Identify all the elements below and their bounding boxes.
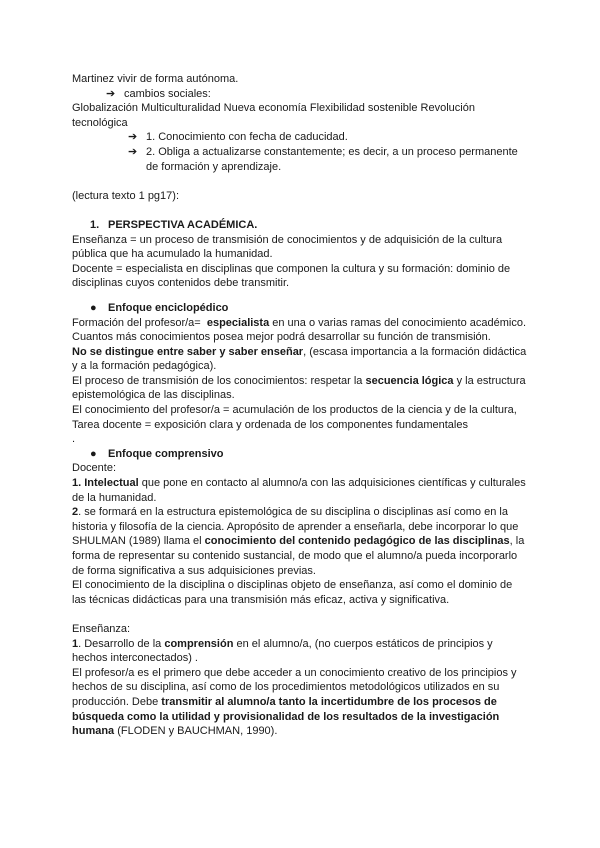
- paragraph: Formación del profesor/a= especialista en una o varias ramas del conocimiento académico. Cuantos más conocimientos posea mejor podrá desarrollar su función de transmisión.: [72, 316, 527, 344]
- section-number: 1.: [90, 218, 100, 231]
- docente-label: Docente:: [72, 462, 117, 475]
- cambios-sociales-label: cambios sociales:: [124, 87, 211, 100]
- arrow-right-icon: ➔: [128, 145, 138, 158]
- subheading-enciclopedico: [72, 301, 528, 316]
- ensenanza-label: Enseñanza:: [72, 622, 131, 635]
- paragraph: El conocimiento del profesor/a = acumulación de los productos de la ciencia y de la cultura,: [72, 404, 517, 417]
- intro-list-item: [72, 145, 528, 174]
- arrow-right-icon: ➔: [128, 131, 138, 144]
- section-title: PERSPECTIVA ACADÉMICA.: [108, 218, 258, 231]
- paragraph: 1. Desarrollo de la comprensión en el alumno/a, (no cuerpos estáticos de principios y hechos interconectados) .: [72, 637, 493, 665]
- paragraph: No se distingue entre saber y saber enseñar, (escasa importancia a la formación didáctica y a la formación pedagógica).: [72, 345, 527, 373]
- lectura-note: (lectura texto 1 pg17):: [72, 189, 180, 202]
- intro-list-item-text: 1. Conocimiento con fecha de caducidad.: [146, 131, 348, 144]
- intro-list-item: [72, 130, 528, 145]
- subheading-comprensivo: [72, 447, 528, 462]
- paragraph: 2. se formará en la estructura epistemológica de su disciplina o disciplinas así como en la historia y filosofía de la ciencia. Apropósito de aprender a enseñarla, debe incorporar lo que SHULMAN (1989) llama el conocimiento del contenido pedagógico de las disciplinas, la forma de representar su contenido sustancial, de modo que el alumno/a pueda incorporarlo de forma significativa a sus adquisiciones previas.: [72, 506, 525, 577]
- subheading-title: Enfoque comprensivo: [108, 447, 224, 460]
- section-heading: [72, 218, 528, 233]
- paragraph: .: [72, 433, 76, 446]
- intro-list-item-text: 2. Obliga a actualizarse constantemente; es decir, a un proceso permanente de formación y aprendizaje.: [146, 145, 518, 173]
- arrow-right-icon: ➔: [106, 87, 116, 100]
- paragraph: Tarea docente = exposición clara y ordenada de los componentes fundamentales: [72, 418, 468, 431]
- bullet-icon: ●: [90, 301, 97, 314]
- paragraph: El conocimiento de la disciplina o disciplinas objeto de enseñanza, así como el dominio de las técnicas didácticas para una transmisión más eficaz, activa y significativa.: [72, 579, 513, 606]
- subheading-title: Enfoque enciclopédico: [108, 301, 229, 314]
- paragraph: El proceso de transmisión de los conocimientos: respetar la secuencia lógica y la estructura epistemológica de las disciplinas.: [72, 374, 526, 402]
- cambios-sociales-item: [72, 87, 528, 102]
- paragraph: 1. Intelectual que pone en contacto al alumno/a con las adquisiciones científicas y culturales de la humanidad.: [72, 477, 526, 504]
- docente-definition: Docente = especialista en disciplinas que componen la cultura y su formación: dominio de disciplinas cuyos contenidos debe transmitir.: [72, 262, 511, 290]
- paragraph: El profesor/a es el primero que debe acceder a un conocimiento creativo de los principios y hechos de su disciplina, así como de los procedimientos metodológicos utilizados en su producción. Debe transmitir al alumno/a tanto la incertidumbre de los procesos de búsqueda como la utilidad y provisionalidad de los resultados de la investigación humana (FLODEN y BAUCHMAN, 1990).: [72, 666, 517, 738]
- ensenanza-definition: Enseñanza = un proceso de transmisión de conocimientos y de adquisición de la cultura pública que ha acumulado la humanidad.: [72, 233, 503, 261]
- globalizacion-text: Globalización Multiculturalidad Nueva economía Flexibilidad sostenible Revolución tecnológica: [72, 102, 475, 129]
- intro-line: Martinez vivir de forma autónoma.: [72, 73, 239, 85]
- bullet-icon: ●: [90, 447, 97, 460]
